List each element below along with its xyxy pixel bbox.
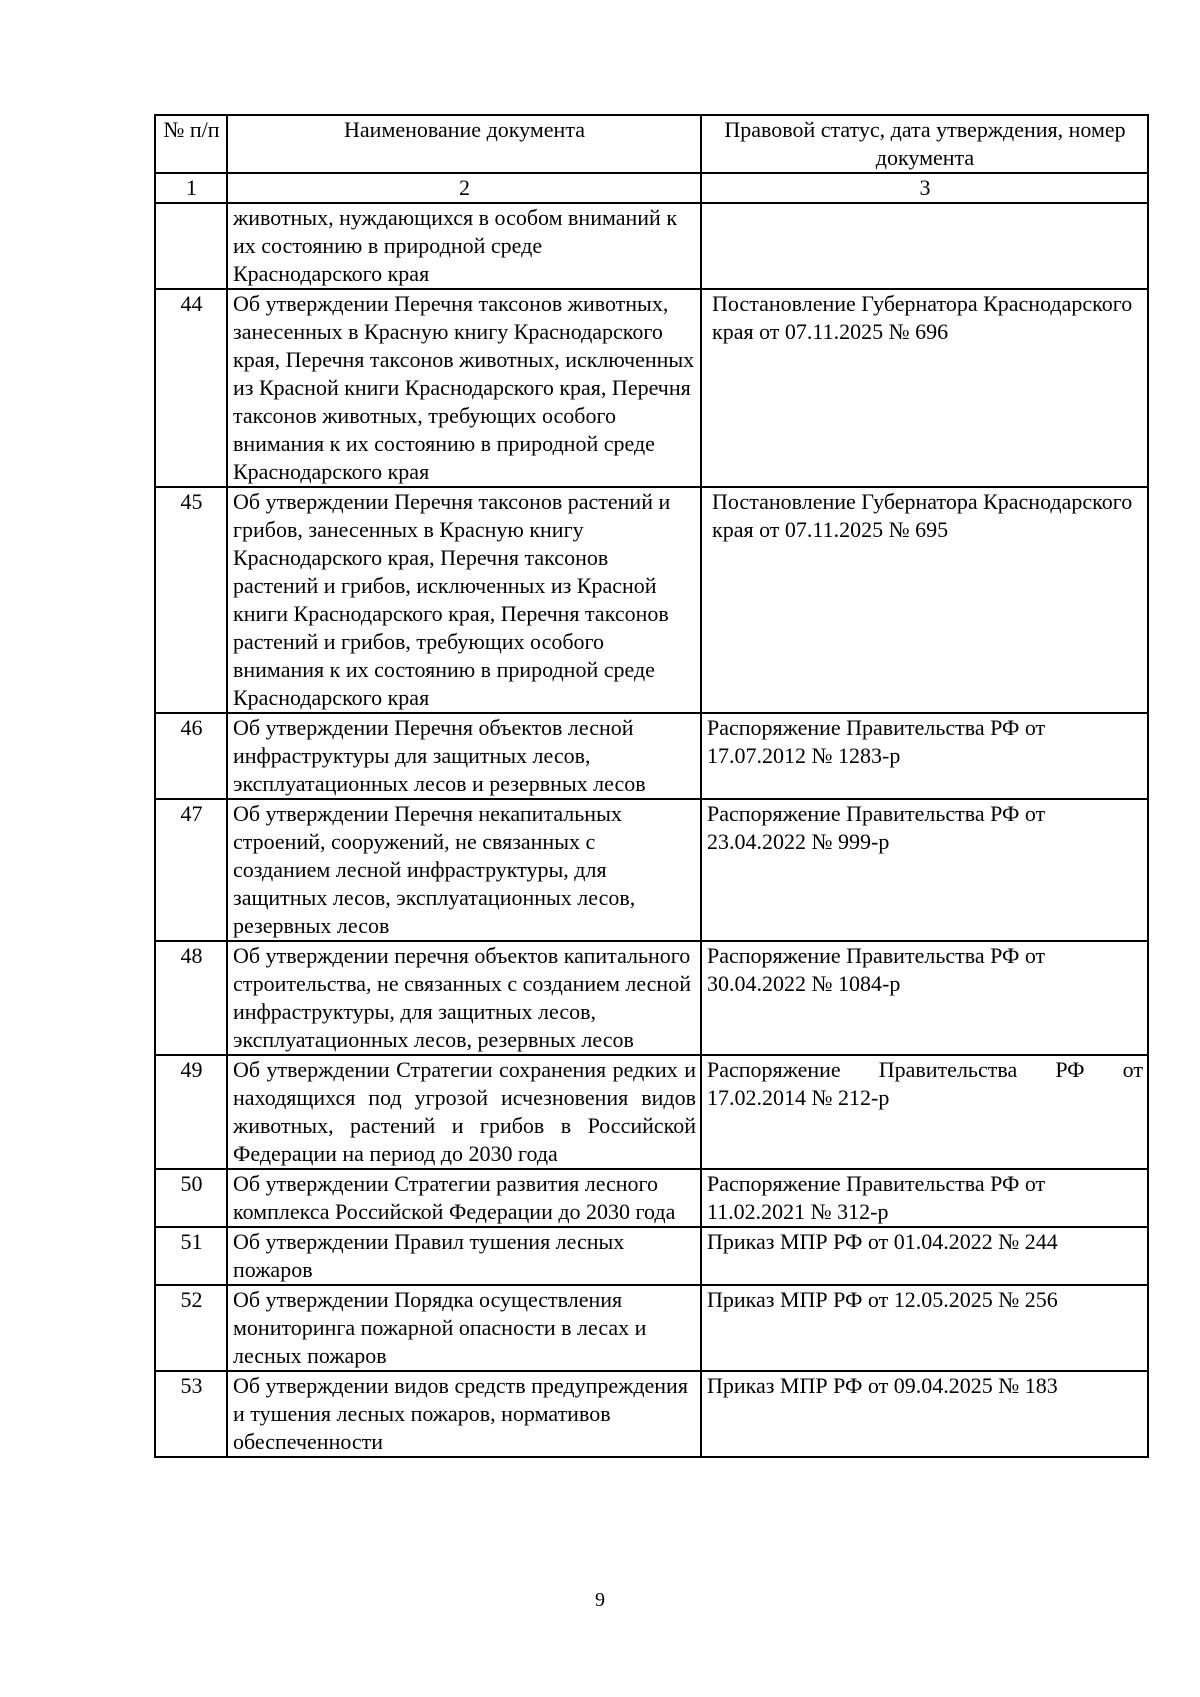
legal-status: Постановление Губернатора Краснодарского края от 07.11.2025 № 695: [701, 487, 1148, 713]
document-name: Об утверждении перечня объектов капитального строительства, не связанных с созданием лесной инфраструктуры, для защитных лесов, эксплуатационных лесов, резервных лесов: [227, 941, 701, 1055]
document-name: Об утверждении Стратегии сохранения редких и находящихся под угрозой исчезновения видов животных, растений и грибов в Российской Федерации на период до 2030 года: [227, 1055, 701, 1169]
column-number-3: 3: [701, 173, 1148, 203]
table-row: [155, 1169, 1148, 1227]
document-name: Об утверждении Правил тушения лесных пожаров: [227, 1227, 701, 1285]
table-row: [155, 203, 1148, 289]
document-name: Об утверждении Перечня таксонов животных, занесенных в Красную книгу Краснодарского края, Перечня таксонов животных, исключенных из Красной книги Краснодарского края, Перечня таксонов животных, требующих особого внимания к их состоянию в природной среде Краснодарского края: [227, 289, 701, 487]
table-row: [155, 487, 1148, 713]
row-number: 47: [155, 799, 227, 941]
table-row: [155, 941, 1148, 1055]
row-number: 51: [155, 1227, 227, 1285]
row-number: 46: [155, 713, 227, 799]
column-number-2: 2: [227, 173, 701, 203]
column-number-1: 1: [155, 173, 227, 203]
header-number: № п/п: [155, 115, 227, 173]
header-legal-status: Правовой статус, дата утверждения, номер документа: [701, 115, 1148, 173]
row-number: 44: [155, 289, 227, 487]
page-number: 9: [595, 1589, 605, 1611]
row-number: 49: [155, 1055, 227, 1169]
legal-status: Распоряжение Правительства РФ от 17.07.2012 № 1283-р: [701, 713, 1148, 799]
document-name: Об утверждении Порядка осуществления мониторинга пожарной опасности в лесах и лесных пожаров: [227, 1285, 701, 1371]
table-row: [155, 799, 1148, 941]
document-name: животных, нуждающихся в особом вниманий к их состоянию в природной среде Краснодарского края: [227, 203, 701, 289]
document-name: Об утверждении Перечня объектов лесной инфраструктуры для защитных лесов, эксплуатационных лесов и резервных лесов: [227, 713, 701, 799]
documents-table: [154, 114, 1149, 1458]
table-row: [155, 289, 1148, 487]
row-number: 53: [155, 1371, 227, 1457]
header-document-name: Наименование документа: [227, 115, 701, 173]
table-row: [155, 1371, 1148, 1457]
document-name: Об утверждении Перечня некапитальных строений, сооружений, не связанных с созданием лесной инфраструктуры, для защитных лесов, эксплуатационных лесов, резервных лесов: [227, 799, 701, 941]
column-numbering-row: [155, 173, 1148, 203]
table-row: [155, 713, 1148, 799]
legal-status: Распоряжение Правительства РФ от 11.02.2021 № 312-р: [701, 1169, 1148, 1227]
legal-status: Приказ МПР РФ от 12.05.2025 № 256: [701, 1285, 1148, 1371]
legal-status: Распоряжение Правительства РФ от 23.04.2022 № 999-р: [701, 799, 1148, 941]
row-number: 45: [155, 487, 227, 713]
row-number: 48: [155, 941, 227, 1055]
legal-status: Приказ МПР РФ от 09.04.2025 № 183: [701, 1371, 1148, 1457]
legal-status: Постановление Губернатора Краснодарского края от 07.11.2025 № 696: [701, 289, 1148, 487]
table-header-row: [155, 115, 1148, 173]
table-row: [155, 1227, 1148, 1285]
table-row: [155, 1285, 1148, 1371]
document-name: Об утверждении видов средств предупреждения и тушения лесных пожаров, нормативов обеспеченности: [227, 1371, 701, 1457]
legal-status: Приказ МПР РФ от 01.04.2022 № 244: [701, 1227, 1148, 1285]
row-number: 52: [155, 1285, 227, 1371]
document-name: Об утверждении Стратегии развития лесного комплекса Российской Федерации до 2030 года: [227, 1169, 701, 1227]
legal-status: Распоряжение Правительства РФ от 30.04.2022 № 1084-р: [701, 941, 1148, 1055]
legal-status: Распоряжение Правительства РФ от 17.02.2014 № 212-р: [701, 1055, 1148, 1169]
legal-status: [701, 203, 1148, 289]
table-row: [155, 1055, 1148, 1169]
row-number: 50: [155, 1169, 227, 1227]
row-number: [155, 203, 227, 289]
document-name: Об утверждении Перечня таксонов растений и грибов, занесенных в Красную книгу Краснодарского края, Перечня таксонов растений и грибов, исключенных из Красной книги Краснодарского края, Перечня таксонов растений и грибов, требующих особого внимания к их состоянию в природной среде Краснодарского края: [227, 487, 701, 713]
